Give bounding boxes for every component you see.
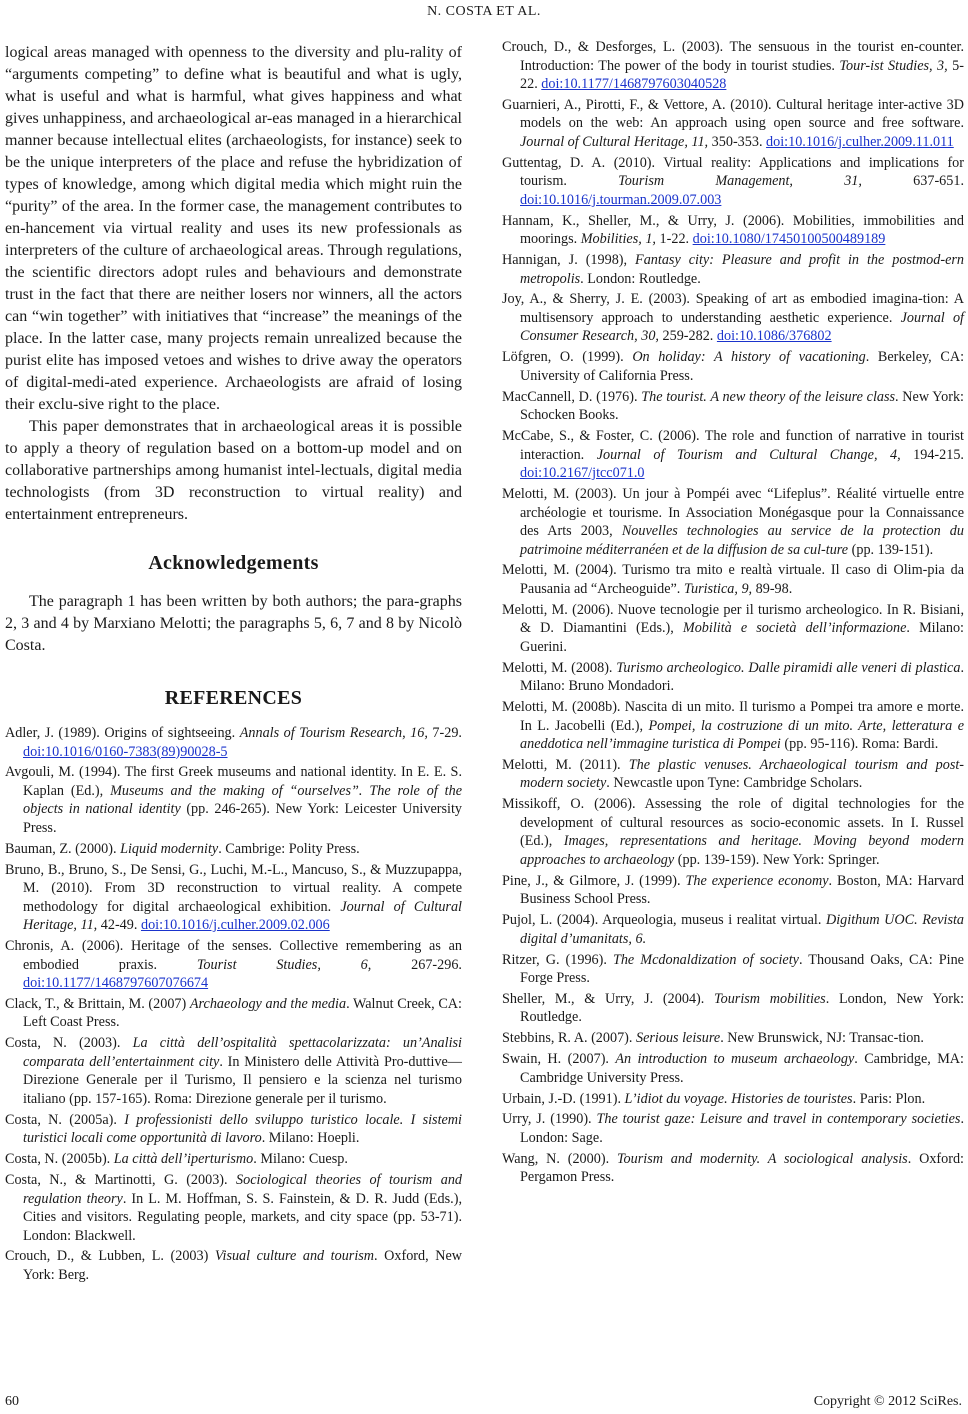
reference-title: Tourist Studies, 6,	[196, 956, 372, 973]
reference-title: An introduction to museum archaeology	[615, 1051, 855, 1068]
reference-title: The tourist gaze: Leisure and travel in contemporary societies	[596, 1111, 961, 1128]
reference-details: (pp. 95-116). Roma: Bardi.	[780, 736, 939, 753]
reference-text: Hannam, K., Sheller, M., & Urry, J. (2006). Mobilities, immobilities and moorings.	[502, 212, 964, 248]
reference-details: . Milano: Bruno Mondadori.	[520, 659, 964, 695]
body-paragraph: logical areas managed with openness to the diversity and plu-rality of “arguments competing” to define what is beautiful and what is ugly, what is useful and what is harmful, what gives happiness and what gives unhappiness, and archaeological ar-eas managed in a hierarchical manner because intellectual elites (archaeologists, for instance) seek to be the unique interpreters of the place and refuse the hybridization of types of knowledge, among which digital media which might ruin the “purity” of the area. In the former case, the management contributes to en-hancement via virtual reality and uses its new professionals as interpreters of the culture of archaeological areas. Through regulations, the scientific directors adopt rules and behaviours and demonstrate trust in the fact that there are neither losers nor winners, all the actors can “win together” with initiatives that “increase” the meanings of the place. In the latter case, many projects remain unrealized because the purist elite has imposed vetoes and wishes to drive away the operators of digital-medi-ated experience. Archaeologists are afraid of losing their exclu-sive right to the place.	[5, 44, 462, 413]
reference-entry	[5, 1150, 462, 1169]
doi-link[interactable]: doi:10.1086/376802	[716, 328, 832, 345]
reference-entry	[502, 212, 964, 249]
doi-link[interactable]: doi:10.1016/j.culher.2009.02.006	[140, 917, 330, 934]
reference-entry	[5, 1247, 462, 1284]
reference-title: The tourist. A new theory of the leisure class	[641, 388, 896, 405]
reference-entry	[502, 911, 964, 948]
reference-text: Costa, N., & Martinotti, G. (2003).	[5, 1172, 237, 1189]
reference-title: I professionisti dello sviluppo turistico locale. I sistemi turistici locali come opportunità di lavoro	[23, 1111, 462, 1147]
reference-entry	[5, 1171, 462, 1245]
reference-title: Tour-ist Studies, 3,	[839, 57, 948, 74]
reference-text: Urry, J. (1990).	[502, 1111, 597, 1128]
left-column	[5, 42, 462, 1287]
reference-title: Serious leisure	[636, 1030, 721, 1047]
reference-text: Bauman, Z. (2000).	[5, 840, 121, 857]
reference-title: Sociological theories of tourism and regulation theory	[23, 1172, 463, 1207]
references-list-right	[502, 38, 964, 1187]
reference-entry	[502, 1029, 964, 1048]
reference-text: MacCannell, D. (1976).	[502, 388, 642, 405]
reference-text: Costa, N. (2005a).	[5, 1111, 125, 1128]
reference-title: Journal of Tourism and Cultural Change, 4,	[596, 446, 901, 463]
reference-title: Tourism and modernity. A sociological analysis	[616, 1150, 908, 1167]
reference-entry	[5, 861, 462, 935]
reference-entry	[502, 951, 964, 988]
reference-title: Journal of Cultural Heritage, 11,	[520, 133, 709, 150]
reference-details: . London: Routledge.	[580, 270, 701, 287]
reference-details: 5-22.	[520, 57, 965, 92]
reference-entry	[502, 348, 964, 385]
reference-entry	[502, 990, 964, 1027]
reference-entry	[5, 937, 462, 993]
reference-entry	[502, 601, 964, 657]
reference-details: . Milano: Cuesp.	[253, 1151, 348, 1168]
reference-details: . Milano: Hoepli.	[261, 1130, 360, 1147]
reference-title: Turistica, 9,	[683, 580, 753, 597]
reference-title: La città dell’ospitalità spettacolarizzata: un’Analisi comparata dell’entertainment city	[23, 1035, 463, 1070]
acknowledgements-text: The paragraph 1 has been written by both authors; the para-graphs 2, 3 and 4 by Marxiano Melotti; the paragraphs 5, 6, 7 and 8 by Nicolò Costa.	[5, 593, 462, 654]
reference-text: Guarnieri, A., Pirotti, F., & Vettore, A. (2010). Cultural heritage inter-active 3D models on the web: An approach using open source and free software.	[502, 96, 964, 132]
reference-text: Costa, N. (2003).	[5, 1035, 133, 1052]
reference-title: The plastic venuses. Archaeological tourism and post-modern society	[520, 756, 965, 792]
reference-title: The Mcdonaldization of society	[612, 951, 799, 968]
reference-text: Adler, J. (1989). Origins of sightseeing.	[5, 725, 240, 741]
reference-title: Journal of Consumer Research, 30,	[520, 309, 964, 345]
acknowledgements-heading: Acknowledgements	[148, 552, 319, 574]
page-number: 60	[5, 1394, 19, 1409]
reference-title: The experience economy	[685, 872, 829, 889]
reference-title: Digithum UOC. Revista digital d’umanitats, 6.	[520, 912, 965, 947]
reference-title: Annals of Tourism Research, 16,	[239, 725, 428, 741]
reference-text: Crouch, D., & Lubben, L. (2003)	[5, 1248, 215, 1265]
reference-entry	[502, 251, 964, 288]
reference-title: Archaeology and the media	[189, 995, 347, 1012]
reference-entry	[502, 1150, 964, 1187]
reference-details: (pp. 139-151).	[848, 541, 934, 558]
reference-text: Stebbins, R. A. (2007).	[502, 1030, 636, 1047]
reference-text: Costa, N. (2005b).	[5, 1151, 114, 1168]
reference-title: Journal of Cultural Heritage, 11,	[23, 898, 462, 934]
reference-title: Liquid modernity	[120, 840, 219, 857]
reference-details: . Newcastle upon Tyne: Cambridge Scholars.	[606, 775, 863, 792]
reference-title: Turismo archeologico. Dalle piramidi alle veneri di plastica	[616, 659, 961, 676]
reference-text: Melotti, M. (2003). Un jour à Pompéi avec “Lifeplus”. Réalité virtuelle entre archéologie et tourisme. In Association Monégasque pour la Connaissance des Arts 2003,	[502, 486, 964, 540]
reference-entry	[502, 1110, 964, 1147]
doi-link[interactable]: doi:10.1080/17450100500489189	[692, 231, 886, 248]
body-paragraph: This paper demonstrates that in archaeological areas it is possible to apply a theory of regulation based on a bottom-up model and on collaborative partnerships among humanist intel-lectuals, digital media technologists (from 3D reconstruction to virtual reality) and entertainment entrepreneurs.	[5, 418, 462, 523]
doi-link[interactable]: doi:10.1016/0160-7383(89)90028-5	[23, 743, 228, 760]
reference-entry	[502, 154, 964, 210]
reference-text: Ritzer, G. (1996).	[502, 951, 613, 968]
reference-text: Hannigan, J. (1998),	[502, 252, 636, 269]
reference-entry	[502, 96, 964, 152]
reference-details: . Thousand Oaks, CA: Pine Forge Press.	[520, 951, 964, 987]
references-list-left	[5, 724, 462, 1284]
reference-details: 637-651.	[861, 173, 964, 190]
reference-text: Swain, H. (2007).	[502, 1051, 616, 1068]
reference-text: Sheller, M., & Urry, J. (2004).	[502, 990, 715, 1007]
reference-entry	[5, 1034, 462, 1108]
reference-details: . New York: Schocken Books.	[520, 388, 964, 424]
reference-details: . In L. M. Hoffman, S. S. Fainstein, & D. R. Judd (Eds.), Cities and visitors. Regulating people, markets, and city space (pp. 53-71). London: Blackwell.	[23, 1190, 462, 1244]
doi-link[interactable]: doi:10.1177/1468797607076674	[23, 975, 209, 992]
reference-entry	[502, 388, 964, 425]
body-text	[5, 42, 462, 526]
reference-entry	[502, 756, 964, 793]
reference-text: Avgouli, M. (1994). The first Greek museums and national identity. In E. E. S. Kaplan (Ed.),	[5, 764, 462, 799]
reference-title: Visual culture and tourism	[214, 1248, 375, 1265]
reference-text: Melotti, M. (2006). Nuove tecnologie per il turismo archeologico. In R. Bisiani, & D. Diamantini (Eds.),	[502, 601, 964, 637]
reference-details: . Walnut Creek, CA: Left Coast Press.	[23, 995, 462, 1031]
doi-link[interactable]: doi:10.1177/1468797603040528	[541, 76, 727, 92]
reference-title: Museums and the making of “ourselves”. The role of the objects in national identity	[23, 782, 462, 818]
reference-details: . Cambrige: Polity Press.	[218, 840, 360, 857]
reference-entry	[5, 995, 462, 1032]
reference-text: Guttentag, D. A. (2010). Virtual reality: Applications and implications for tourism.	[502, 154, 964, 190]
reference-details: . Oxford: Pergamon Press.	[520, 1150, 964, 1186]
reference-text: Missikoff, O. (2006). Assessing the role of digital technologies for the development of cultural resources as socio-economic assets. In I. Russel (Ed.),	[502, 796, 964, 850]
reference-text: Clack, T., & Brittain, M. (2007)	[5, 995, 190, 1012]
doi-link[interactable]: doi:10.1016/j.tourman.2009.07.003	[520, 191, 722, 208]
reference-details: 89-98.	[752, 580, 793, 597]
reference-title: Mobilità e società dell’informazione	[682, 620, 907, 637]
reference-title: Pompei, la costruzione di un mito. Arte, letteratura e aneddotica nell’immagine turistica di Pompei	[520, 717, 964, 753]
copyright-notice: Copyright © 2012 SciRes.	[813, 1394, 962, 1409]
reference-entry	[502, 659, 964, 696]
reference-text: Melotti, M. (2011).	[502, 756, 629, 773]
reference-details: 7-29.	[427, 725, 462, 741]
reference-entry	[502, 872, 964, 909]
reference-details: 1-22.	[655, 231, 693, 248]
reference-details: . Oxford, New York: Berg.	[23, 1248, 462, 1283]
reference-title: Fantasy city: Pleasure and profit in the postmod-ern metropolis	[520, 252, 964, 287]
reference-text: Crouch, D., & Desforges, L. (2003). The sensuous in the tourist en-counter. Introduction: The power of the body in tourist studies.	[502, 39, 964, 74]
reference-entry	[5, 724, 462, 761]
reference-text: Wang, N. (2000).	[502, 1150, 617, 1167]
reference-details: 42-49.	[97, 917, 141, 934]
reference-details: . Berkeley, CA: University of California Press.	[520, 349, 965, 384]
reference-details: . Paris: Plon.	[852, 1090, 926, 1107]
reference-text: Melotti, M. (2008b). Nascita di un mito. Il turismo a Pompei tra amore e morte. In L. Jacobelli (Ed.),	[502, 699, 964, 734]
reference-text: Pujol, L. (2004). Arqueologia, museus i realitat virtual.	[502, 912, 826, 929]
reference-title: Tourism Management, 31,	[618, 173, 862, 190]
reference-details: 259-282.	[658, 328, 717, 345]
reference-entry	[5, 1111, 462, 1148]
doi-link[interactable]: doi:10.1016/j.culher.2009.11.011	[766, 133, 954, 150]
reference-title: La città dell’iperturismo	[113, 1151, 254, 1168]
reference-details: (pp. 139-159). New York: Springer.	[674, 851, 880, 868]
reference-text: Pine, J., & Gilmore, J. (1999).	[502, 872, 686, 889]
right-column	[502, 38, 964, 1189]
references-heading: REFERENCES	[164, 687, 303, 709]
reference-entry	[502, 485, 964, 559]
reference-title: Nouvelles technologies au service de la protection du patrimoine méditerranéen et de la diffusion de sa cul-ture	[520, 523, 964, 558]
reference-title: Images, representations and heritage. Moving beyond modern approaches to archaeology	[520, 833, 964, 868]
reference-details: . Boston, MA: Harvard Business School Press.	[520, 872, 964, 908]
running-head: N. COSTA ET AL.	[427, 4, 541, 19]
acknowledgements-section	[5, 591, 462, 657]
reference-text: Melotti, M. (2008).	[502, 659, 617, 676]
reference-text: Bruno, B., Bruno, S., De Sensi, G., Luchi, M.-L., Mancuso, S., & Muzzupappa, M. (2010). From 3D reconstruction to virtual reality. A compete methodology for digital archaeological exhibition.	[5, 861, 462, 915]
reference-details: 350-353.	[708, 133, 767, 150]
reference-text: Urbain, J.-D. (1991).	[502, 1090, 625, 1107]
reference-details: . Cambridge, MA: Cambridge University Press.	[520, 1051, 964, 1086]
reference-title: L’idiot du voyage. Histories de touristes	[624, 1090, 853, 1107]
reference-text: Löfgren, O. (1999).	[502, 349, 633, 366]
reference-title: Tourism mobilities	[714, 990, 826, 1007]
reference-entry	[5, 763, 462, 837]
reference-details: . Milano: Guerini.	[520, 620, 964, 655]
reference-title: On holiday: A history of vacationing	[632, 349, 866, 366]
reference-entry	[502, 698, 964, 754]
reference-text: Chronis, A. (2006). Heritage of the senses. Collective remembering as an embodied praxis.	[5, 938, 462, 973]
reference-details: . In Ministero delle Attività Pro-duttive—Direzione Generale per il Turismo, Il pensiero e la scienza nel turismo italiano (pp. 157-165). Roma: Direzione generale per il turismo.	[23, 1053, 462, 1107]
reference-text: McCabe, S., & Foster, C. (2006). The role and function of narrative in tourist interaction.	[502, 428, 964, 463]
reference-entry	[502, 1090, 964, 1109]
reference-details: . London: Sage.	[520, 1111, 964, 1146]
reference-entry	[502, 290, 964, 346]
reference-text: Joy, A., & Sherry, J. E. (2003). Speaking of art as embodied imagina-tion: A multisensory approach to understanding aesthetic experience.	[502, 291, 964, 326]
reference-title: Mobilities, 1,	[580, 231, 656, 248]
reference-entry	[502, 795, 964, 869]
reference-details: . New Brunswick, NJ: Transac-tion.	[720, 1030, 924, 1047]
reference-details: . London, New York: Routledge.	[520, 990, 965, 1026]
reference-text: Melotti, M. (2004). Turismo tra mito e realtà virtuale. Il caso di Olim-pia da Pausania ad “Archeoguide”.	[502, 562, 964, 597]
reference-entry	[502, 38, 964, 94]
reference-entry	[502, 1050, 964, 1087]
doi-link[interactable]: doi:10.2167/jtcc071.0	[520, 465, 645, 482]
reference-details: 267-296.	[371, 956, 462, 973]
reference-entry	[5, 840, 462, 859]
reference-entry	[502, 561, 964, 598]
reference-details: 194-215.	[900, 446, 964, 463]
reference-details: (pp. 246-265). New York: Leicester University Press.	[23, 801, 462, 836]
reference-entry	[502, 427, 964, 483]
